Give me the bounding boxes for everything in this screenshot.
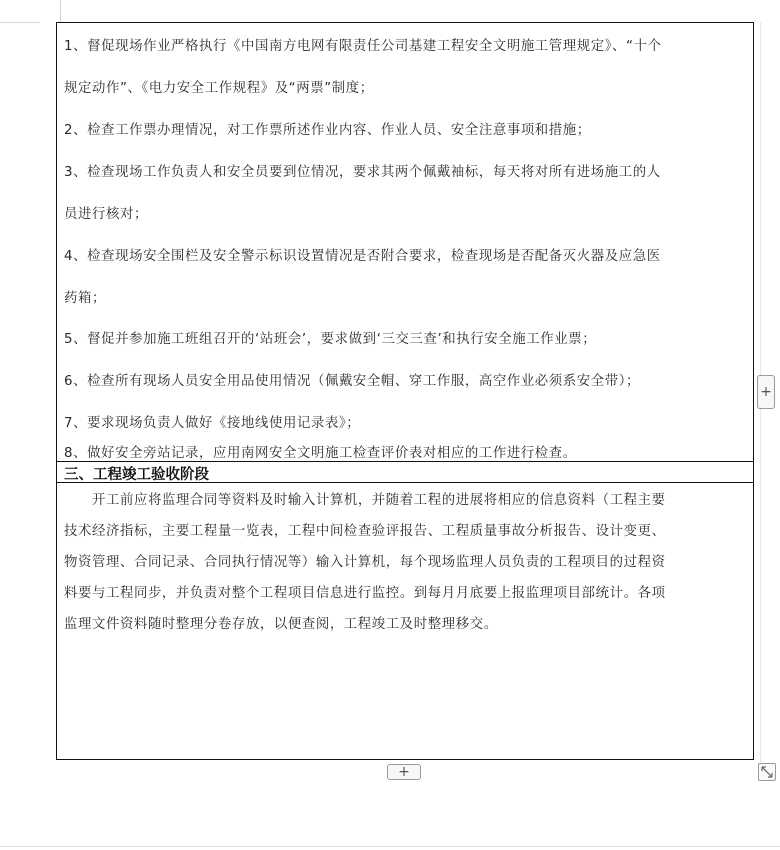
text-line: 员进行核对；: [64, 207, 148, 222]
table-resize-handle[interactable]: [758, 763, 776, 781]
paragraph-line: 料要与工程同步，并负责对整个工程项目信息进行监控。到每月月底要上报监理项目部统计。各项: [64, 586, 666, 601]
text-line: 4、检查现场安全围栏及安全警示标识设置情况是否附合要求，检查现场是否配备灭火器及应急医: [64, 249, 661, 264]
text-line: 3、检查现场工作负责人和安全员要到位情况，要求其两个佩戴袖标，每天将对所有进场施工的人: [64, 165, 661, 180]
section-heading: 三、工程竣工验收阶段: [64, 467, 209, 483]
document-table[interactable]: [56, 22, 754, 760]
page-corner-mark: [60, 0, 61, 22]
acceptance-stage-cell[interactable]: [64, 489, 747, 644]
paragraph-line: 监理文件资料随时整理分卷存放，以便查阅，工程竣工及时整理移交。: [64, 617, 498, 632]
text-line: 规定动作”、《电力安全工作规程》及“两票”制度；: [64, 81, 374, 96]
text-line: 7、要求现场负责人做好《接地线使用记录表》；: [64, 416, 361, 431]
text-line: 8、做好安全旁站记录，应用南网安全文明施工检查评价表对相应的工作进行检查。: [64, 446, 577, 461]
table-row-divider: [57, 482, 753, 483]
text-line: 2、检查工作票办理情况，对工作票所述作业内容、作业人员、安全注意事项和措施；: [64, 123, 591, 138]
page-bottom-guide: [0, 846, 780, 847]
paragraph-line: 物资管理、合同记录、合同执行情况等）输入计算机，每个现场监理人员负责的工程项目的过程资: [64, 555, 666, 570]
text-line: 6、检查所有现场人员安全用品使用情况（佩戴安全帽、穿工作服，高空作业必须系安全带）；: [64, 374, 641, 389]
table-row-divider: [57, 461, 753, 462]
margin-guide: [0, 22, 40, 23]
text-line: 1、督促现场作业严格执行《中国南方电网有限责任公司基建工程安全文明施工管理规定》、“十个: [64, 39, 662, 54]
paragraph-line: 开工前应将监理合同等资料及时输入计算机，并随着工程的进展将相应的信息资料（工程主要: [92, 493, 666, 508]
paragraph-line: 技术经济指标，主要工程量一览表，工程中间检查验评报告、工程质量事故分析报告、设计变更、: [64, 524, 666, 539]
text-line: 5、督促并参加施工班组召开的‘站班会’，要求做到‘三交三查’和执行安全施工作业票；: [64, 332, 597, 347]
safety-measures-cell[interactable]: [57, 23, 753, 461]
add-column-button[interactable]: +: [757, 375, 775, 409]
add-row-button[interactable]: +: [387, 764, 421, 780]
resize-icon: [759, 764, 775, 780]
text-line: 药箱；: [64, 291, 106, 306]
